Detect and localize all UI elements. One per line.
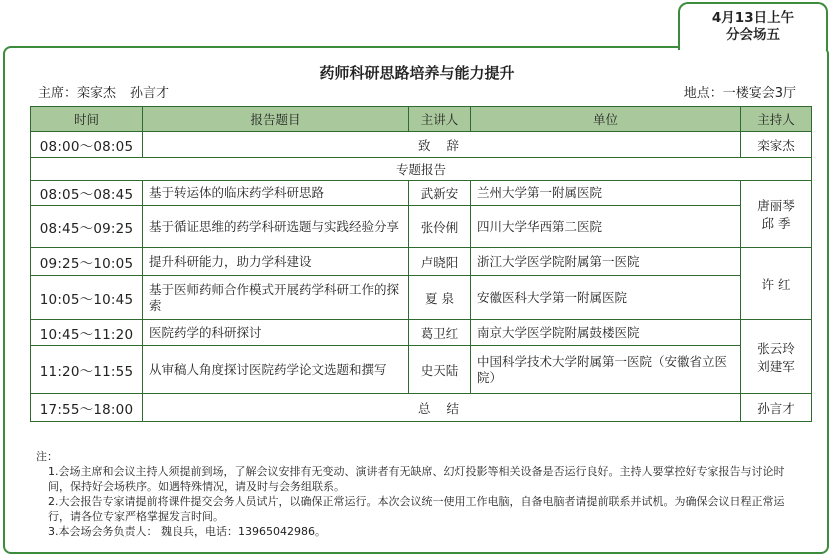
speaker-cell: 葛卫红 (409, 320, 471, 346)
time-cell: 11:20～11:55 (31, 346, 143, 394)
unit-cell: 兰州大学第一附属医院 (471, 181, 741, 206)
time-cell: 08:45～09:25 (31, 206, 143, 248)
col-time: 时间 (31, 107, 143, 132)
table-row (31, 346, 812, 394)
unit-cell: 中国科学技术大学附属第一医院（安徽省立医院） (471, 346, 741, 394)
col-host: 主持人 (741, 107, 812, 132)
unit-cell: 浙江大学医学院附属第一医院 (471, 248, 741, 276)
time-cell: 17:55～18:00 (31, 394, 143, 422)
chair-label: 主席： (38, 86, 78, 101)
time-cell: 08:05～08:45 (31, 181, 143, 206)
time-cell: 08:00～08:05 (31, 132, 143, 158)
col-unit: 单位 (471, 107, 741, 132)
location: 地点：一楼宴会3厅 (683, 86, 796, 101)
topic-cell: 基于医师药师合作模式开展药学科研工作的探索 (143, 276, 409, 320)
host-cell (741, 320, 812, 394)
note-1: 1.会场主席和会议主持人须提前到场，了解会议安排有无变动、演讲者有无缺席、幻灯投影等相关设备是否运行良好。主持人要掌控好专家报告与讨论时间，保持好会场秩序。如遇特殊情况，请及时与会务组联系。 (48, 465, 785, 493)
time-cell: 09:25～10:05 (31, 248, 143, 276)
speaker-cell: 史天陆 (409, 346, 471, 394)
unit-cell: 南京大学医学院附属鼓楼医院 (471, 320, 741, 346)
notes-label: 注： (36, 450, 58, 463)
table-row (31, 276, 812, 320)
topic-cell: 从审稿人角度探讨医院药学论文选题和撰写 (143, 346, 409, 394)
table-row (31, 132, 812, 158)
speaker-cell: 张伶俐 (409, 206, 471, 248)
venue-name: 分会场五 (726, 27, 780, 43)
chairs-line (38, 82, 183, 101)
session-title: 药师科研思路培养与能力提升 (319, 64, 515, 82)
col-topic: 报告题目 (143, 107, 409, 132)
unit-cell: 安徽医科大学第一附属医院 (471, 276, 741, 320)
schedule-table (30, 106, 812, 422)
date-tab (678, 2, 828, 50)
speaker-cell: 武新安 (409, 181, 471, 206)
closing-cell: 总 结 (143, 394, 741, 422)
topic-cell: 提升科研能力，助力学科建设 (143, 248, 409, 276)
host-name: 邱 季 (761, 216, 791, 231)
host-name: 张云玲 (757, 340, 795, 356)
table-row (31, 248, 812, 276)
host-name: 刘建军 (757, 358, 795, 374)
table-header (31, 107, 812, 132)
unit-cell: 四川大学华西第二医院 (471, 206, 741, 248)
host-cell: 栾家杰 (741, 132, 812, 158)
notes (36, 449, 806, 539)
section-row (31, 158, 812, 181)
host-cell: 许 红 (741, 248, 812, 320)
col-speaker: 主讲人 (409, 107, 471, 132)
table-row (31, 394, 812, 422)
note-2: 2.大会报告专家请提前将课件提交会务人员试片，以确保正常运行。本次会议统一使用工作电脑，自备电脑者请提前联系并试机。为确保会议日程正常运行，请各位专家严格掌握发言时间。 (48, 495, 785, 523)
time-cell: 10:45～11:20 (31, 320, 143, 346)
time-cell: 10:05～10:45 (31, 276, 143, 320)
host-cell (741, 181, 812, 248)
speaker-cell: 夏 泉 (409, 276, 471, 320)
table-row (31, 206, 812, 248)
section-label: 专题报告 (31, 158, 812, 181)
table-row (31, 181, 812, 206)
topic-cell: 医院药学的科研探讨 (143, 320, 409, 346)
host-cell: 孙言才 (741, 394, 812, 422)
tab-joint (680, 45, 826, 49)
chair-2: 孙言才 (130, 86, 170, 101)
table-row (31, 320, 812, 346)
speaker-cell: 卢晓阳 (409, 248, 471, 276)
chair-1: 栾家杰 (77, 86, 117, 101)
topic-cell: 基于循证思维的药学科研选题与实践经验分享 (143, 206, 409, 248)
opening-cell: 致 辞 (143, 132, 741, 158)
note-3: 3.本会场会务负责人： 魏良兵，电话：13965042986。 (48, 525, 326, 538)
date-label: 4月13日上午 (711, 10, 795, 26)
topic-cell: 基于转运体的临床药学科研思路 (143, 181, 409, 206)
host-name: 唐丽琴 (757, 198, 795, 213)
